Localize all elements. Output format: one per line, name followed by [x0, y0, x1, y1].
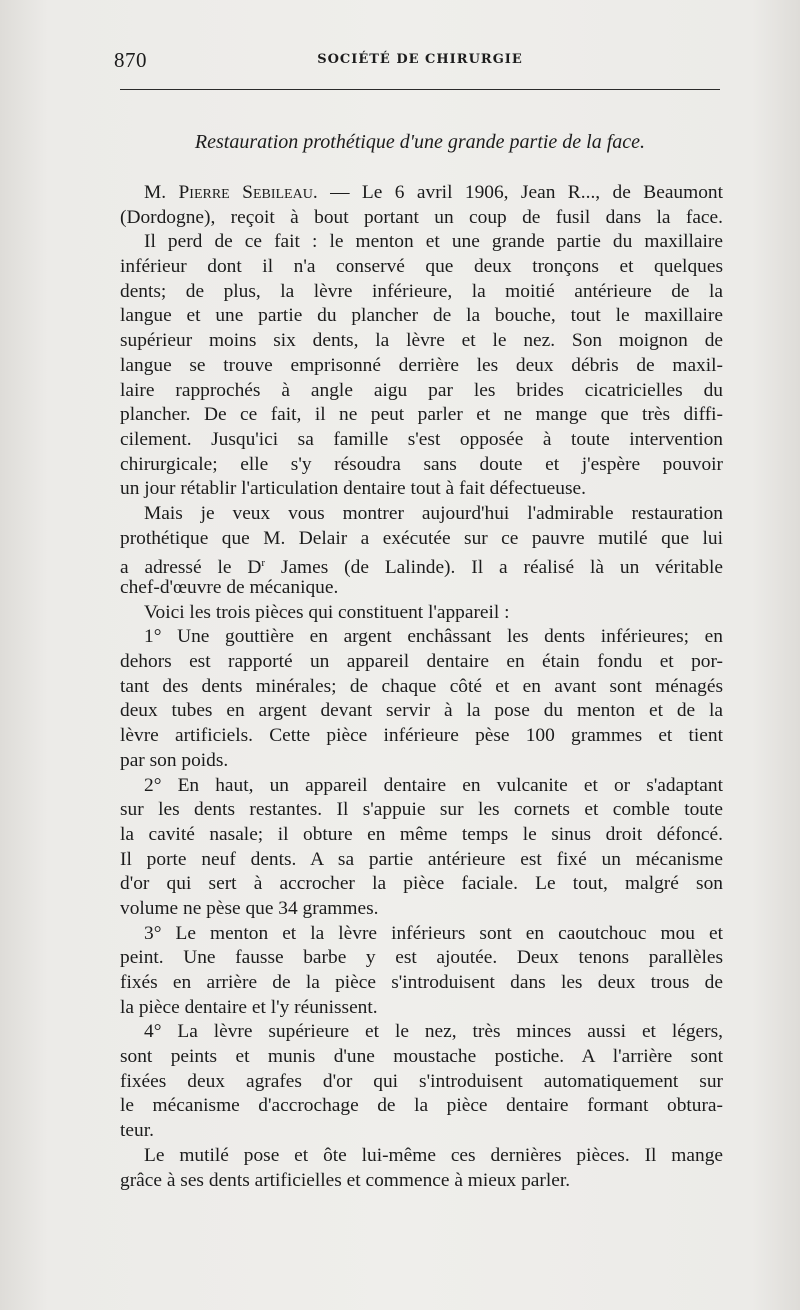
text-line: cilement. Jusqu'ici sa famille s'est opposée à toute intervention — [120, 428, 723, 450]
text-line: prothétique que M. Delair a exécutée sur ce pauvre mutilé que lui — [120, 527, 723, 549]
text-line: sur les dents restantes. Il s'appuie sur les cornets et comble toute — [120, 799, 723, 821]
text-line: chef-d'œuvre de mécanique. — [120, 577, 339, 598]
text-line: fixés en arrière de la pièce s'introduisent dans les deux trous de — [120, 972, 723, 993]
author-name: M. Pierre Sebileau. — [144, 182, 318, 203]
text-line: tant des dents minérales; de chaque côté et en avant sont ménagés — [120, 675, 723, 697]
text-line: lèvre artificiels. Cette pièce inférieure pèse 100 grammes et tient — [120, 725, 723, 747]
text-line: 2° En haut, un appareil dentaire en vulcanite et or s'adaptant — [144, 774, 723, 796]
page-header — [114, 48, 720, 78]
text-line: grâce à ses dents artificielles et commence à mieux parler. — [120, 1169, 571, 1191]
text-line: la cavité nasale; il obture en même temps le sinus droit défoncé. — [120, 823, 723, 845]
text-line: sont peints et munis d'une moustache postiche. A l'arrière sont — [120, 1046, 723, 1068]
text-line: dehors est rapporté un appareil dentaire en étain fondu et por- — [120, 651, 723, 673]
text-line: peint. Une fausse barbe y est ajoutée. Deux tenons parallèles — [120, 947, 723, 969]
text-line: inférieur dont il n'a conservé que deux tronçons et quelques — [120, 256, 723, 278]
text-line: Le mutilé pose et ôte lui-même ces dernières pièces. Il mange — [144, 1144, 723, 1166]
text-line: 3° Le menton et la lèvre inférieurs sont en caoutchouc mou et — [144, 922, 723, 944]
text-line: fixées deux agrafes d'or qui s'introduisent automatiquement sur — [120, 1070, 723, 1092]
text-line: (Dordogne), reçoit à bout portant un coup de fusil dans la face. — [120, 206, 723, 228]
text-line: le mécanisme d'accrochage de la pièce dentaire formant obtura- — [120, 1095, 723, 1117]
text-line: 1° Une gouttière en argent enchâssant les dents inférieures; en — [144, 626, 723, 648]
text-line: supérieur moins six dents, la lèvre et le nez. Son moignon de — [120, 330, 723, 352]
article-title: Restauration prothétique d'une grande partie de la face. — [194, 131, 646, 153]
text-line: plancher. De ce fait, il ne peut parler et ne mange que très diffi- — [120, 404, 723, 426]
text-line: a adressé le $D^r$ James (de Lalinde). Il a réalisé là un véritable — [120, 557, 723, 579]
text-line: volume ne pèse que 34 grammes. — [120, 897, 379, 919]
text-line: chirurgicale; elle s'y résoudra sans doute et j'espère pouvoir — [120, 453, 723, 475]
text-line: Voici les trois pièces qui constituent l'appareil : — [144, 601, 510, 623]
header-rule — [120, 89, 720, 90]
article-body — [120, 181, 723, 1193]
text-line: la pièce dentaire et l'y réunissent. — [120, 996, 378, 1018]
text-line: Mais je veux vous montrer aujourd'hui l'admirable restauration — [144, 502, 723, 524]
text-line: Il porte neuf dents. A sa partie antérieure est fixé un mécanisme — [120, 848, 723, 870]
text-line: Il perd de ce fait : le menton et une grande partie du maxillaire — [144, 231, 723, 253]
text-line: deux tubes en argent devant servir à la pose du menton et de la — [120, 700, 723, 722]
text-line: 4° La lèvre supérieure et le nez, très minces aussi et légers, — [144, 1021, 723, 1043]
text-line: laire rapprochés à angle aigu par les brides cicatricielles du — [120, 379, 723, 401]
text-line: M. Pierre Sebileau. — Le 6 avril 1906, Jean R..., de Beaumont — [144, 182, 723, 203]
page-number: 870 — [114, 48, 147, 72]
text-line: dents; de plus, la lèvre inférieure, la moitié antérieure de la — [120, 280, 723, 302]
text-line: langue se trouve emprisonné derrière les deux débris de maxil- — [120, 354, 723, 376]
text-line: par son poids. — [120, 749, 229, 771]
text-line: un jour rétablir l'articulation dentaire tout à fait défectueuse. — [120, 478, 586, 500]
text-line: teur. — [120, 1120, 154, 1142]
text-line: langue et une partie du plancher de la bouche, tout le maxillaire — [120, 305, 723, 327]
running-title: SOCIÉTÉ DE CHIRURGIE — [317, 52, 523, 67]
text-line: d'or qui sert à accrocher la pièce faciale. Le tout, malgré son — [120, 873, 723, 895]
